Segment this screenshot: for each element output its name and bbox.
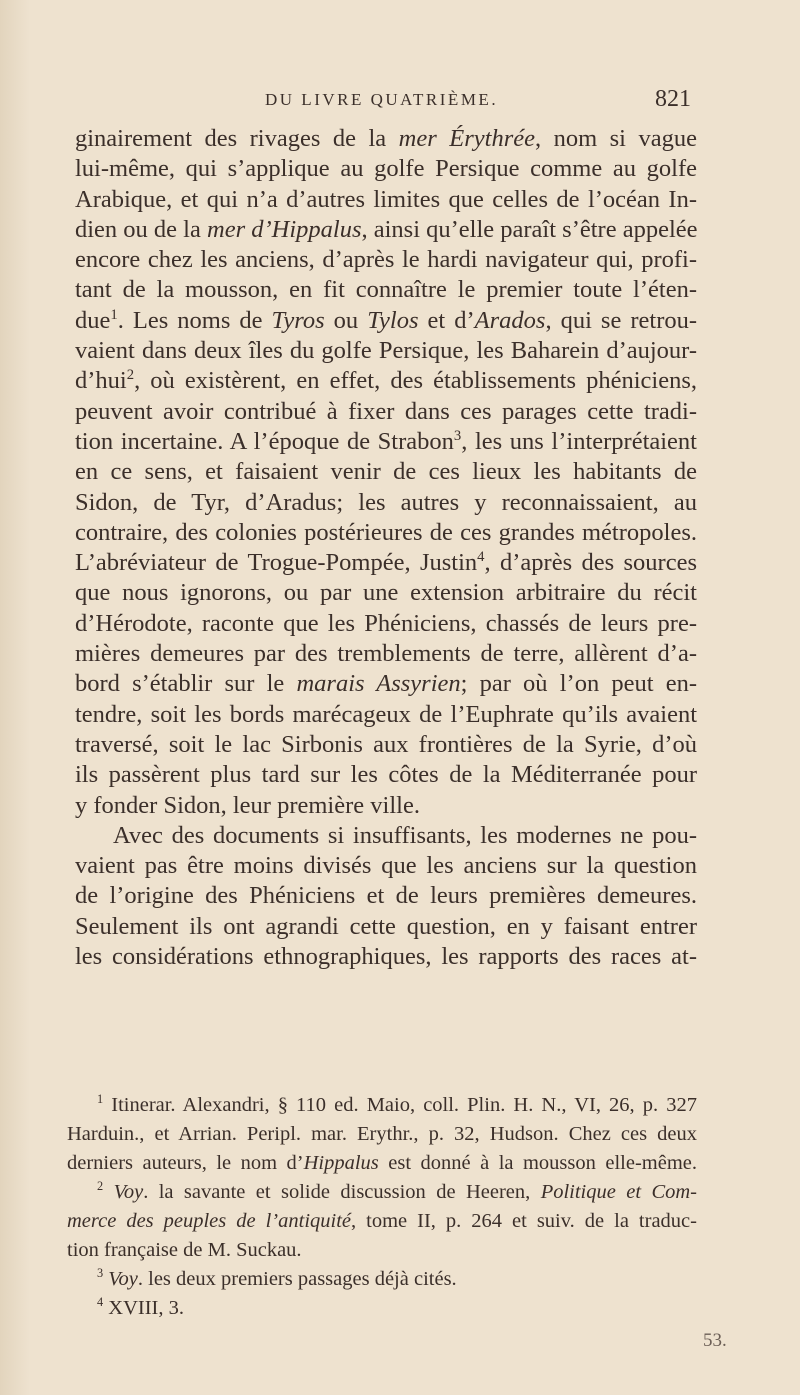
text-line xyxy=(75,397,697,427)
footnote-marker: 1 xyxy=(97,1092,104,1107)
text-run: Arabique, et qui n’a d’autres limites que celles de l’océan In- xyxy=(75,185,697,213)
text-run: . les deux premiers passages déjà cités. xyxy=(137,1268,457,1290)
text-run: Harduin., et Arrian. Peripl. mar. Erythr., p. 32, Hudson. Chez ces deux xyxy=(67,1123,697,1145)
text-run: , ainsi qu’elle paraît s’être appelée xyxy=(361,215,698,243)
text-line xyxy=(75,245,697,275)
text-line xyxy=(75,730,697,760)
text-run: Avec des documents si insuffisants, les modernes ne pou- xyxy=(113,821,697,849)
footnote-marker: 2 xyxy=(126,367,135,384)
text-run: Voy xyxy=(113,1181,144,1203)
text-line xyxy=(75,518,697,548)
text-line xyxy=(75,700,697,730)
footnote-marker: 1 xyxy=(110,306,118,323)
text-run: . la savante et solide discussion de Heeren, xyxy=(143,1181,541,1203)
text-line xyxy=(75,669,697,699)
text-line xyxy=(75,821,697,851)
text-run: vaient pas être moins divisés que les anciens sur la question xyxy=(75,852,697,880)
text-run: Itinerar. Alexandri, § 110 ed. Maio, coll. Plin. H. N., VI, 26, p. 327 xyxy=(103,1094,697,1116)
text-run: L’abréviateur de Trogue-Pompée, Justin xyxy=(75,549,478,577)
text-run: , tome II, p. 264 et suiv. de la traduc- xyxy=(351,1210,697,1232)
text-run: dien ou de la xyxy=(75,215,207,243)
text-line xyxy=(75,609,697,639)
text-run: derniers auteurs, le nom d’ xyxy=(67,1152,304,1174)
text-line xyxy=(75,578,697,608)
text-line xyxy=(75,275,697,305)
text-run: Tyros xyxy=(271,306,325,334)
footnotes xyxy=(67,1091,697,1323)
text-run: en ce sens, et faisaient venir de ces lieux les habitants de xyxy=(75,458,697,486)
text-line xyxy=(75,851,697,881)
text-run: lui-même, qui s’applique au golfe Persique comme au golfe xyxy=(75,155,697,183)
signature-mark: 53. xyxy=(703,1330,727,1351)
footnote-marker: 3 xyxy=(97,1266,104,1281)
text-run: , où existèrent, en effet, des établissements phéniciens, xyxy=(134,367,697,395)
footnote-marker: 3 xyxy=(453,427,462,444)
footnote-marker: 4 xyxy=(477,549,485,565)
footnote-line xyxy=(67,1236,697,1265)
text-run: vaient dans deux îles du golfe Persique, les Baharein d’aujour- xyxy=(75,337,697,365)
running-title: DU LIVRE QUATRIÈME. xyxy=(265,90,499,109)
footnote-line xyxy=(67,1207,697,1236)
text-run: marais Assyrien xyxy=(296,670,461,698)
text-run: ; par où l’on peut en- xyxy=(460,670,697,698)
text-line xyxy=(75,457,697,487)
text-run: , qui se retrou- xyxy=(545,306,698,334)
text-run: y fonder Sidon, leur première ville. xyxy=(75,791,420,819)
text-run: . Les noms de xyxy=(117,306,272,334)
text-run: tant de la mousson, en fit connaître le premier toute l’éten- xyxy=(75,276,697,304)
text-run: tion incertaine. A l’époque de Strabon xyxy=(75,427,454,455)
text-run: de l’origine des Phéniciens et de leurs premières demeures. xyxy=(75,882,697,910)
footnote-line xyxy=(67,1120,697,1149)
text-line xyxy=(75,760,697,790)
page-number: 821 xyxy=(655,86,691,112)
text-run: ou xyxy=(324,306,368,334)
text-line xyxy=(75,336,697,366)
text-run: est donné à la mousson elle-même. xyxy=(378,1152,697,1174)
text-run: XVIII, 3. xyxy=(103,1297,184,1319)
text-run: d’Hérodote, raconte que les Phéniciens, chassés de leurs pre- xyxy=(75,609,697,637)
text-run: mières demeures par des tremblements de terre, allèrent d’a- xyxy=(75,640,697,668)
text-line xyxy=(75,154,697,184)
text-line xyxy=(75,488,697,518)
text-run: les considérations ethnographiques, les rapports des races at- xyxy=(75,943,697,971)
text-run: , d’après des sources xyxy=(484,549,697,577)
footnote-marker: 2 xyxy=(97,1179,104,1194)
running-header xyxy=(0,88,800,114)
footnote-line xyxy=(67,1091,697,1120)
text-run: Seulement ils ont agrandi cette question, en y faisant entrer xyxy=(75,912,697,940)
text-run: merce des peuples de l’antiquité xyxy=(67,1210,352,1232)
footnote-line xyxy=(67,1149,697,1178)
text-run: tendre, soit les bords marécageux de l’Euphrate qu’ils avaient xyxy=(75,700,697,728)
footnote-line xyxy=(67,1265,697,1294)
text-run xyxy=(103,1181,113,1203)
text-run: ginairement des rivages de la xyxy=(75,125,399,152)
text-run: Arados xyxy=(474,306,546,334)
text-line xyxy=(75,942,697,972)
text-run: , les uns l’interprétaient xyxy=(461,427,697,455)
text-run: , nom si vague xyxy=(534,125,697,152)
text-line xyxy=(75,185,697,215)
text-line xyxy=(75,791,697,821)
text-run: Tylos xyxy=(367,306,419,334)
text-line xyxy=(75,881,697,911)
text-run: Sidon, de Tyr, d’Aradus; les autres y reconnaissaient, au xyxy=(75,488,697,516)
text-run: encore chez les anciens, d’après le hardi navigateur qui, profi- xyxy=(75,246,697,274)
footnote-line xyxy=(67,1178,697,1207)
text-line xyxy=(75,548,697,578)
text-run: contraire, des colonies postérieures de ces grandes métropoles. xyxy=(75,518,697,546)
body-text xyxy=(75,124,697,972)
text-run: et d’ xyxy=(418,306,475,334)
text-run: Politique et Com- xyxy=(540,1181,698,1203)
text-run: tion française de M. Suckau. xyxy=(67,1239,302,1261)
text-run: traversé, soit le lac Sirbonis aux frontières de la Syrie, d’où xyxy=(75,730,697,758)
text-run: que nous ignorons, ou par une extension arbitraire du récit xyxy=(75,579,697,607)
text-line xyxy=(75,306,697,336)
text-run: peuvent avoir contribué à fixer dans ces parages cette tradi- xyxy=(75,397,697,425)
text-run: mer d’Hippalus xyxy=(207,215,362,243)
footnote-marker: 4 xyxy=(97,1295,104,1310)
text-run: Voy xyxy=(108,1268,138,1290)
text-line xyxy=(75,912,697,942)
text-run: Hippalus xyxy=(303,1152,379,1174)
text-run: mer Érythrée xyxy=(398,125,535,152)
text-line xyxy=(75,366,697,396)
text-run: due xyxy=(75,306,111,334)
text-line xyxy=(75,427,697,457)
text-line xyxy=(75,215,697,245)
footnote-line xyxy=(67,1294,697,1323)
page-edge-shadow xyxy=(0,0,30,1395)
text-run: bord s’établir sur le xyxy=(75,670,297,698)
text-run: d’hui xyxy=(75,367,127,395)
text-line xyxy=(75,639,697,669)
text-run: ils passèrent plus tard sur les côtes de la Méditerranée pour xyxy=(75,761,697,789)
text-line xyxy=(75,124,697,154)
